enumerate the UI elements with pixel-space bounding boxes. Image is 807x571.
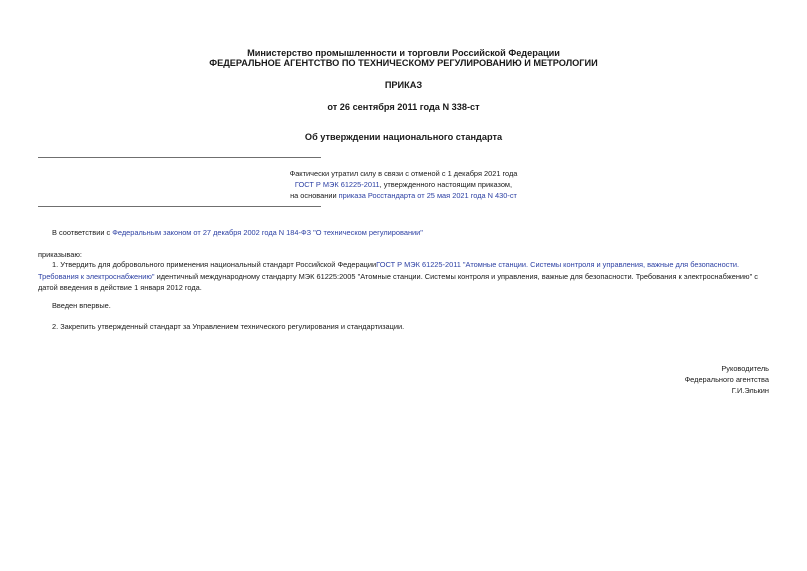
signature-title-line1: Руководитель: [721, 364, 769, 373]
item-1-text-start: 1. Утвердить для добровольного применения национальный стандарт Российской Федерации: [52, 260, 377, 269]
paragraph-item-2: 2. Закрепить утвержденный стандарт за Управлением технического регулирования и стандартизации.: [52, 322, 405, 331]
gost-standard-link[interactable]: ГОСТ Р МЭК 61225-2011: [294, 180, 380, 189]
signature-name: Г.И.Элькин: [731, 386, 769, 395]
paragraph-basis-text: В соответствии с: [52, 228, 113, 237]
ministry-name: Министерство промышленности и торговли Российской Федерации: [247, 48, 560, 58]
divider-top: [38, 157, 321, 158]
item-1-text-end: идентичный международному стандарту МЭК 61225:2005 "Атомные станции. Системы контроля и управления, важные для безопасности. Требования к электроснабжению" с датой введения в действие 1 января 2012 года.: [38, 271, 758, 292]
status-note-line3: [0, 190, 807, 202]
signature-title-line2: Федерального агентства: [684, 375, 769, 384]
agency-name: ФЕДЕРАЛЬНОЕ АГЕНТСТВО ПО ТЕХНИЧЕСКОМУ РЕГУЛИРОВАНИЮ И МЕТРОЛОГИИ: [209, 58, 598, 68]
document-type: ПРИКАЗ: [384, 80, 423, 90]
status-note-line3-text: на основании: [290, 191, 339, 200]
rosstandart-order-link[interactable]: приказа Росстандарта от 25 мая 2021 года N 430-ст: [338, 191, 517, 200]
paragraph-introduced: Введен впервые.: [52, 301, 111, 310]
document-date: от 26 сентября 2011 года N 338-ст: [327, 102, 480, 112]
divider-bottom: [38, 206, 321, 207]
paragraph-order: приказываю:: [38, 250, 82, 259]
paragraph-item-1: [38, 259, 773, 294]
status-note-line2: [0, 179, 807, 191]
status-note-line1: Фактически утратил силу в связи с отменой с 1 декабря 2021 года: [289, 169, 518, 178]
gost-standard-title-link[interactable]: ГОСТ Р МЭК 61225-2011 "Атомные станции. Системы контроля и управления, важные для безопасности. Требования к электроснабжению": [38, 260, 740, 281]
status-note-line2-text: , утвержденного настоящим приказом,: [379, 180, 513, 189]
paragraph-basis: [52, 227, 423, 239]
document-subject: Об утверждении национального стандарта: [304, 132, 503, 142]
federal-law-link[interactable]: Федеральным законом от 27 декабря 2002 года N 184-ФЗ "О техническом регулировании": [112, 228, 423, 237]
